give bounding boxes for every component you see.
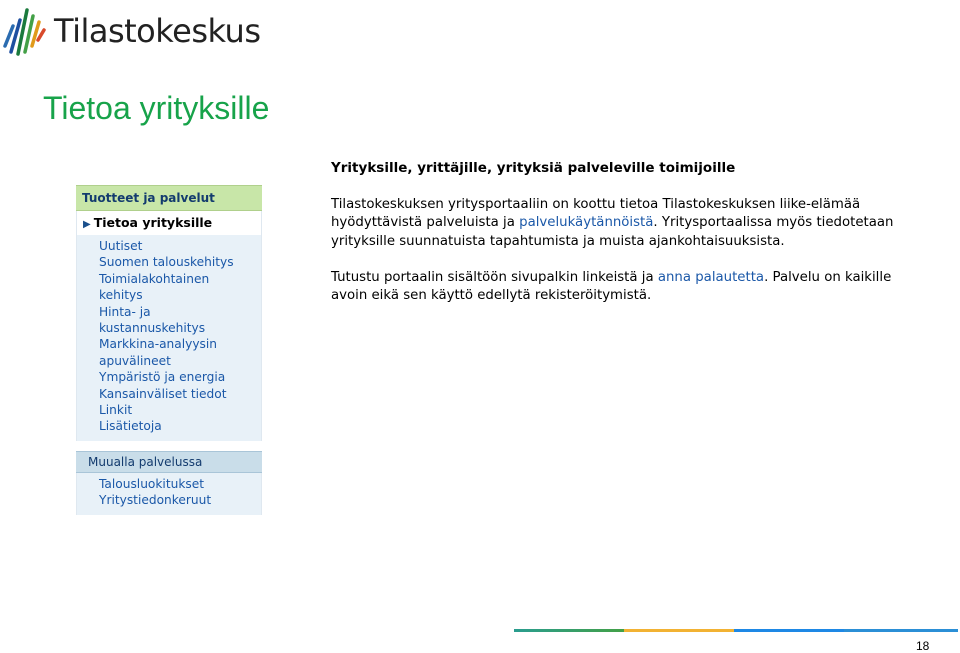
sidebar-list bbox=[76, 235, 262, 441]
intro-paragraph bbox=[331, 196, 931, 251]
sidebar-item-kustannuskehitys[interactable]: kustannuskehitys bbox=[99, 321, 206, 336]
footer-bar-segment bbox=[844, 629, 958, 632]
sidebar-item-markkina-analyysin[interactable]: Markkina-analyysin bbox=[99, 337, 218, 352]
feedback-paragraph bbox=[331, 269, 931, 306]
sidebar-item-ymparisto-ja-energia[interactable]: Ympäristö ja energia bbox=[99, 370, 226, 385]
para1-text-1: Tilastokeskuksen yritysportaaliin on koottu tietoa Tilastokeskuksen liike-elämää hyödyttävistä palveluista ja bbox=[331, 197, 861, 231]
sidebar-item-apuvalineet[interactable]: apuvälineet bbox=[99, 353, 171, 368]
sidebar-nav bbox=[76, 185, 262, 515]
tilastokeskus-logo-icon bbox=[2, 2, 50, 58]
sidebar-item-kehitys[interactable]: kehitys bbox=[99, 288, 143, 303]
sidebar-item-yritystiedonkeruut[interactable]: Yritystiedonkeruut bbox=[99, 493, 212, 508]
footer-bar-segment bbox=[624, 629, 734, 632]
sidebar-current-label: Tietoa yrityksille bbox=[93, 215, 213, 230]
sidebar-item-linkit[interactable]: Linkit bbox=[99, 403, 133, 418]
logo-text: Tilastokeskus bbox=[54, 12, 261, 50]
slide-title: Tietoa yrityksille bbox=[43, 90, 270, 126]
para2-text-1: Tutustu portaalin sisältöön sivupalkin linkeistä ja bbox=[331, 270, 658, 285]
anna-palautetta-link[interactable]: anna palautetta bbox=[657, 270, 765, 285]
footer-bar-segment bbox=[514, 629, 624, 632]
sidebar-list-2 bbox=[76, 473, 262, 515]
sidebar-item-lisatietoja[interactable]: Lisätietoja bbox=[99, 419, 162, 434]
sidebar-section-title[interactable]: Tuotteet ja palvelut bbox=[76, 185, 262, 211]
page-number: 18 bbox=[916, 639, 930, 653]
sidebar-current-item[interactable] bbox=[76, 211, 262, 235]
palvelukaytannoista-link[interactable]: palvelukäytännöistä bbox=[519, 215, 654, 231]
triangle-right-icon: ▶ bbox=[83, 219, 91, 230]
para1-text-2: . Yritysportaalissa myös tiedotetaan yrityksille suunnatuista tapahtumista ja muista ajankohtaisuuksista. bbox=[331, 215, 894, 249]
content-heading: Yrityksille, yrittäjille, yrityksiä palveleville toimijoille bbox=[331, 160, 736, 176]
sidebar-item-toimialakohtainen[interactable]: Toimialakohtainen bbox=[99, 271, 210, 286]
footer-bar-segment bbox=[734, 629, 844, 632]
sidebar-section2-title: Muualla palvelussa bbox=[76, 451, 262, 473]
sidebar-item-uutiset[interactable]: Uutiset bbox=[99, 239, 143, 253]
sidebar-item-kansainvaliset-tiedot[interactable]: Kansainväliset tiedot bbox=[99, 386, 227, 401]
sidebar-item-suomen-talouskehitys[interactable]: Suomen talouskehitys bbox=[99, 255, 234, 270]
sidebar-item-hinta-ja[interactable]: Hinta- ja bbox=[99, 304, 151, 319]
para2-text-2: . Palvelu on kaikille avoin eikä sen käyttö edellytä rekisteröitymistä. bbox=[331, 270, 892, 304]
sidebar-item-talousluokitukset[interactable]: Talousluokitukset bbox=[99, 476, 205, 491]
logo[interactable] bbox=[2, 2, 261, 58]
main-content bbox=[331, 160, 931, 304]
